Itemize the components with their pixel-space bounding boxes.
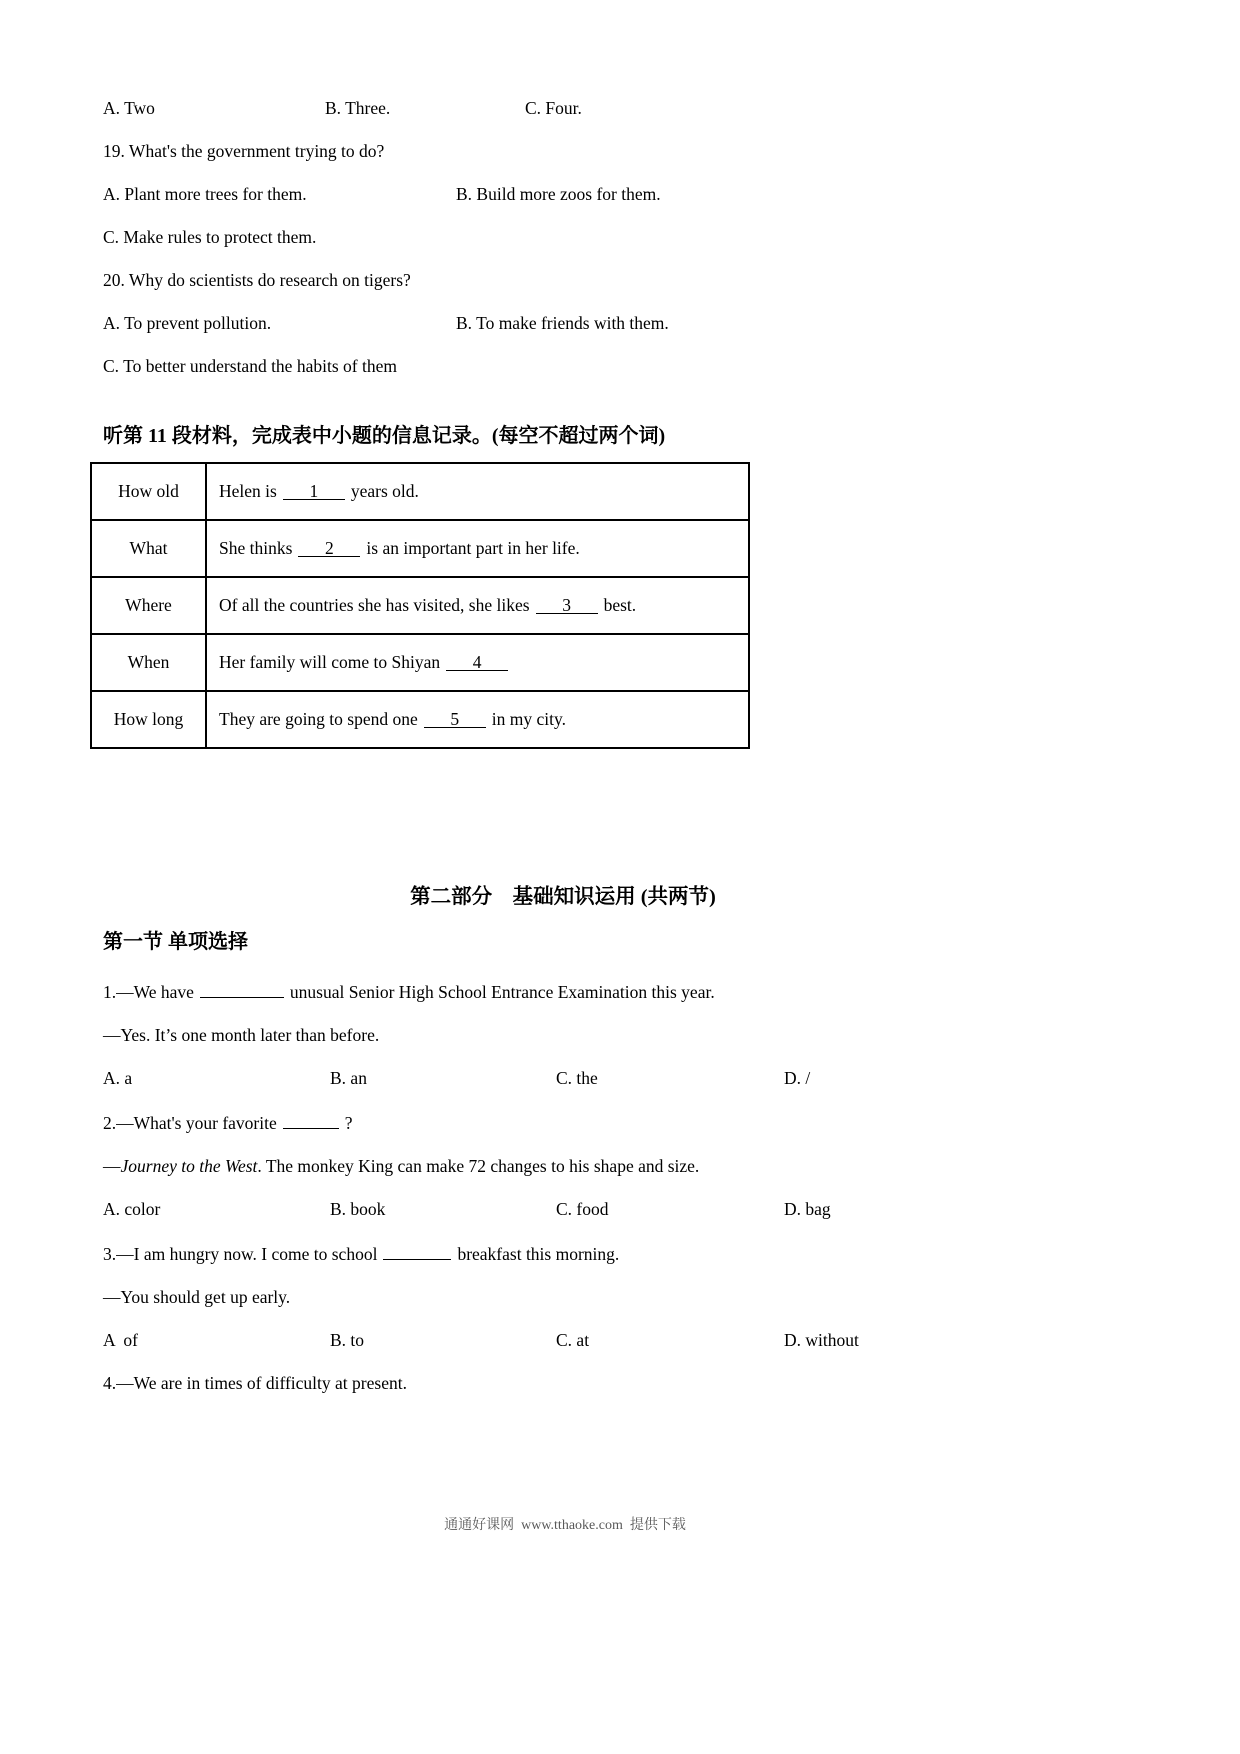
q20-option-b: B. To make friends with them. <box>456 313 669 333</box>
q1-option-c: C. the <box>556 1068 598 1088</box>
page-footer: 通通好课网 www.tthaoke.com 提供下载 <box>444 1518 686 1533</box>
q3-option-c: C. at <box>556 1330 590 1350</box>
mc-q2-stem <box>103 1110 1150 1135</box>
q3-stem-post: breakfast this morning. <box>457 1244 620 1264</box>
q18-option-b: B. Three. <box>325 98 391 118</box>
row-text-pre: They are going to spend one <box>219 709 418 729</box>
row-text-pre: Helen is <box>219 481 277 501</box>
mc-q3-options-row <box>103 1329 1150 1352</box>
q2-stem-pre: 2.—What's your favorite <box>103 1113 277 1133</box>
row-text-post: is an important part in her life. <box>366 538 580 558</box>
q2-blank <box>283 1110 339 1129</box>
q18-option-c: C. Four. <box>525 98 582 118</box>
q2-option-b: B. book <box>330 1199 386 1219</box>
mc-q1-stem <box>103 979 1150 1004</box>
fill-blank-5: 5 <box>424 709 486 728</box>
part2-title: 第二部分 基础知识运用 (共两节) <box>410 886 716 908</box>
q18-option-a: A. Two <box>103 98 155 118</box>
row-text-post: best. <box>603 595 637 615</box>
row-text-post: in my city. <box>491 709 566 729</box>
q20-option-a: A. To prevent pollution. <box>103 313 272 333</box>
row-content <box>206 463 749 520</box>
q2-reply-rest: . The monkey King can make 72 changes to his shape and size. <box>257 1156 700 1176</box>
table-row <box>91 691 749 748</box>
q19-option-c: C. Make rules to protect them. <box>103 227 317 247</box>
fill-blank-4: 4 <box>446 652 508 671</box>
q1-blank <box>200 979 284 998</box>
fill-blank-2: 2 <box>298 538 360 557</box>
q1-option-a: A. a <box>103 1068 133 1088</box>
material-11-heading: 听第 11 段材料，完成表中小题的信息记录。(每空不超过两个词) <box>103 425 666 447</box>
q18-options-row <box>103 97 1150 120</box>
q3-blank <box>383 1241 451 1260</box>
mc-q2-options-row <box>103 1198 1150 1221</box>
row-content <box>206 520 749 577</box>
q20-stem: 20. Why do scientists do research on tigers? <box>103 270 411 290</box>
q2-reply-book-title: Journey to the West <box>120 1156 258 1176</box>
row-label: How long <box>91 691 206 748</box>
q2-stem-post: ? <box>344 1113 353 1133</box>
q20-option-c: C. To better understand the habits of them <box>103 356 397 376</box>
q3-stem-pre: 3.—I am hungry now. I come to school <box>103 1244 378 1264</box>
table-row <box>91 634 749 691</box>
row-label: Where <box>91 577 206 634</box>
table-row <box>91 463 749 520</box>
q1-stem-pre: 1.—We have <box>103 982 194 1002</box>
row-content <box>206 634 749 691</box>
fill-blank-1: 1 <box>283 481 345 500</box>
row-text-pre: Her family will come to Shiyan <box>219 652 441 672</box>
row-label: How old <box>91 463 206 520</box>
q3-option-a: A of <box>103 1330 138 1350</box>
q2-option-c: C. food <box>556 1199 609 1219</box>
mc-q1-reply: —Yes. It’s one month later than before. <box>103 1025 380 1045</box>
fill-blank-3: 3 <box>536 595 598 614</box>
row-content <box>206 691 749 748</box>
row-label: When <box>91 634 206 691</box>
mc-q1-options-row <box>103 1067 1150 1090</box>
listening-info-table <box>90 462 750 749</box>
q3-option-d: D. without <box>784 1330 859 1350</box>
row-text-pre: She thinks <box>219 538 293 558</box>
q19-options-row-ab <box>103 183 1150 206</box>
mc-q4-stem: 4.—We are in times of difficulty at present. <box>103 1373 407 1393</box>
q19-stem: 19. What's the government trying to do? <box>103 141 385 161</box>
q1-option-d: D. / <box>784 1068 811 1088</box>
q19-option-a: A. Plant more trees for them. <box>103 184 307 204</box>
row-text-post: years old. <box>350 481 419 501</box>
row-content <box>206 577 749 634</box>
q3-option-b: B. to <box>330 1330 365 1350</box>
q2-option-a: A. color <box>103 1199 161 1219</box>
row-text-pre: Of all the countries she has visited, she likes <box>219 595 530 615</box>
table-row <box>91 577 749 634</box>
mc-q2-reply <box>103 1155 1150 1178</box>
q2-reply-dash: — <box>103 1156 121 1176</box>
q19-option-b: B. Build more zoos for them. <box>456 184 661 204</box>
mc-q3-reply: —You should get up early. <box>103 1287 291 1307</box>
q20-options-row-ab <box>103 312 1150 335</box>
q1-option-b: B. an <box>330 1068 367 1088</box>
q1-stem-post: unusual Senior High School Entrance Examination this year. <box>289 982 715 1002</box>
mc-q3-stem <box>103 1241 1150 1266</box>
q2-option-d: D. bag <box>784 1199 831 1219</box>
section1-title: 第一节 单项选择 <box>103 931 248 953</box>
row-label: What <box>91 520 206 577</box>
table-row <box>91 520 749 577</box>
